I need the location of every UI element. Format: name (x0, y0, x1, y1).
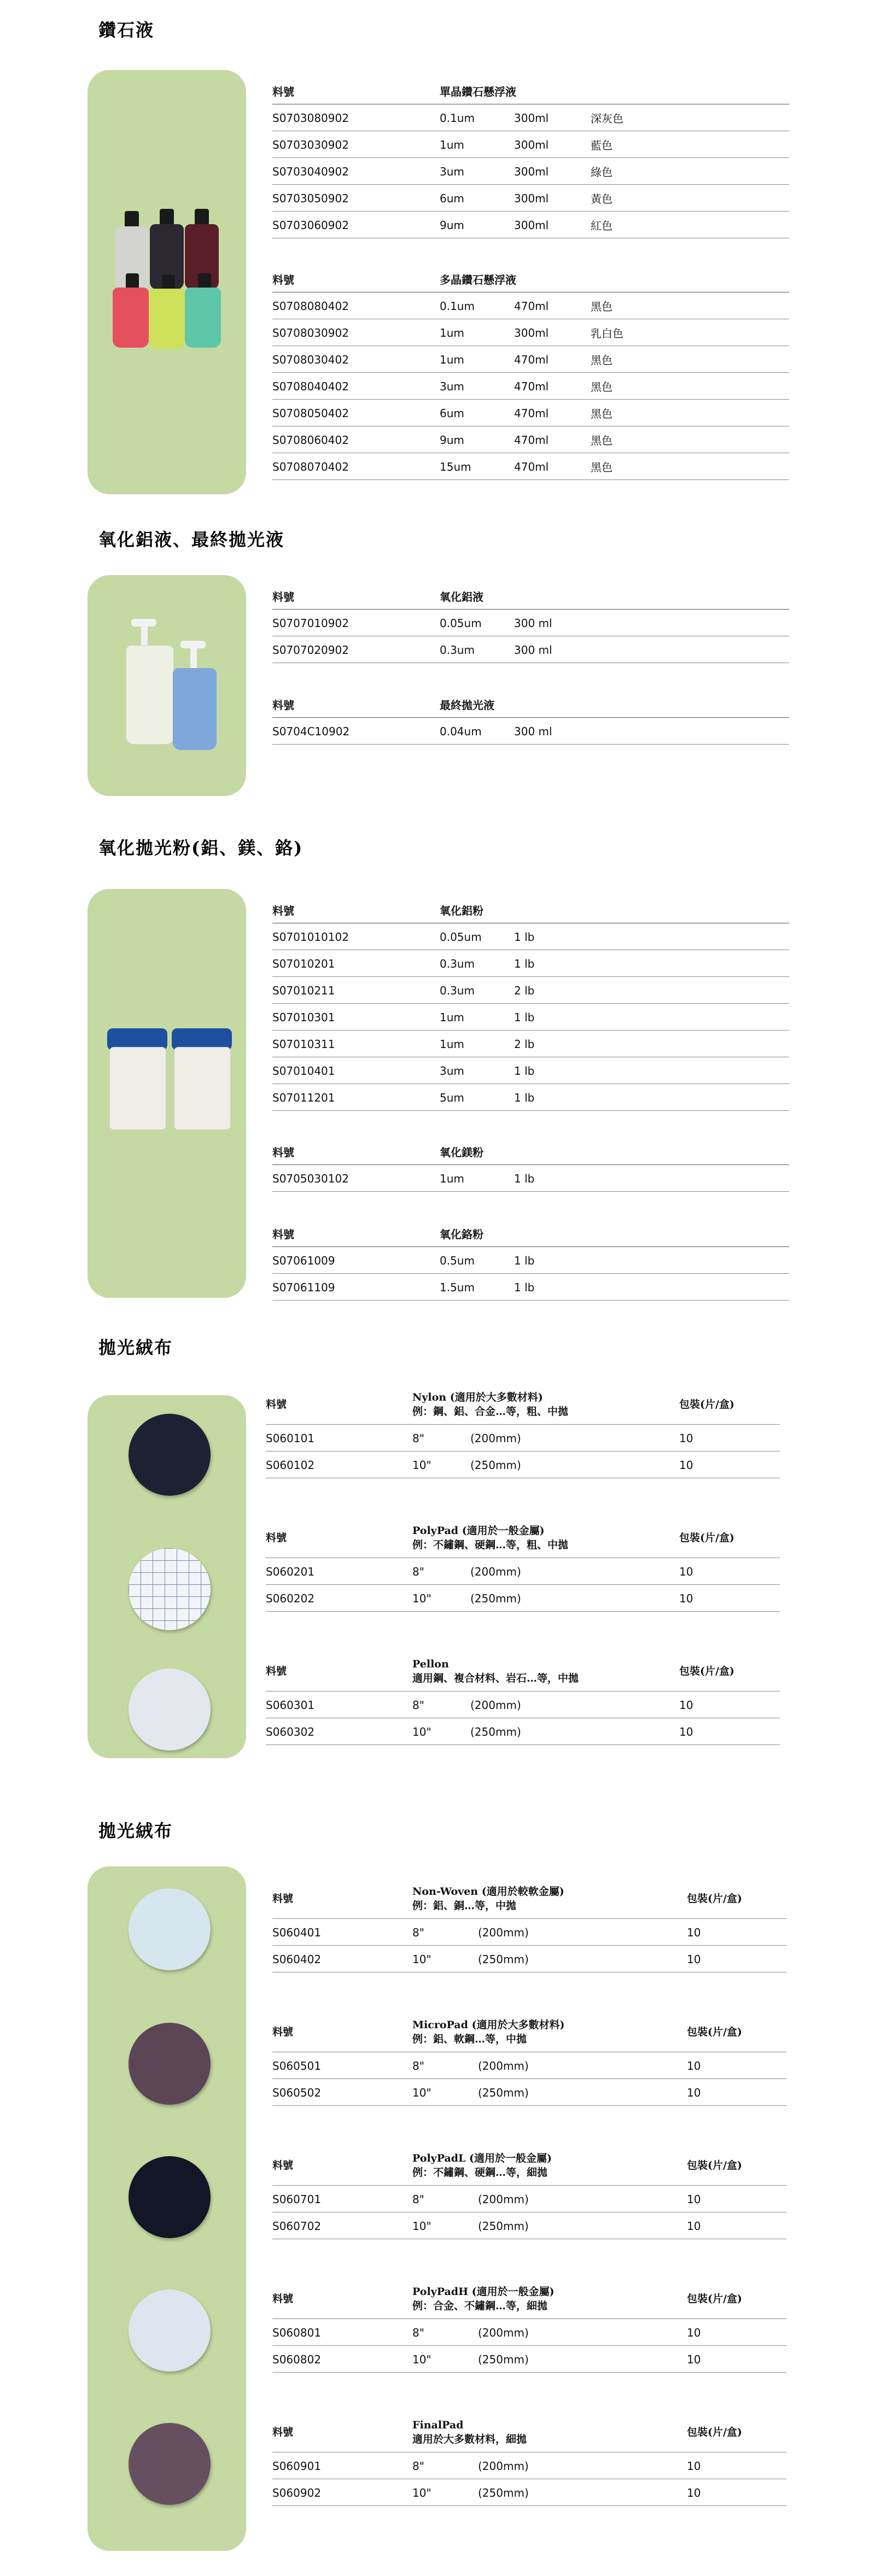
table-header (272, 1220, 789, 1247)
chromia-powder-table (272, 1220, 789, 1301)
table-header: 料號 PolyPadL (適用於一般金屬) 例：不鏽鋼、硬鋼…等，細拋 包裝(片/盒) (272, 2145, 786, 2186)
table-header: 料號 PolyPadH (適用於一般金屬) 例：合金、不鏽鋼…等，細拋 包裝(片/盒) (272, 2279, 786, 2319)
table-row: S060402 10" (250mm) 10 (272, 1946, 786, 1972)
section-title-polishing-cloth: 拋光絨布 (98, 1337, 173, 1358)
table-row: S07010211 0.3um 2 lb (272, 977, 789, 1004)
table-header (272, 266, 789, 292)
section-title-oxide-powder: 氧化拋光粉(鋁、鎂、鉻) (98, 838, 304, 858)
polypadl-cloth-table (272, 2145, 786, 2239)
table-row: S060901 8" (200mm) 10 (272, 2452, 786, 2479)
section-title-alumina-final-polish: 氧化鋁液、最終拋光液 (98, 529, 285, 550)
table-row: S0708040402 3um 470ml 黑色 (272, 373, 789, 400)
table-row: S07061109 1.5um 1 lb (272, 1274, 789, 1301)
table-header: 料號 MicroPad (適用於大多數材料) 例：鋁、軟鋼…等，中拋 包裝(片/盒) (272, 2012, 786, 2052)
single-crystal-diamond-table (272, 78, 789, 238)
table-row: S060101 8" (200mm) 10 (266, 1425, 780, 1451)
section-title-diamond-suspension: 鑽石液 (98, 20, 155, 40)
table-header (272, 691, 789, 718)
table-header (272, 1138, 789, 1165)
table-row: S07011201 5um 1 lb (272, 1084, 789, 1111)
table-row: S0703080902 0.1um 300ml 深灰色 (272, 104, 789, 131)
header-category: 單晶鑽石懸浮液 (440, 85, 516, 98)
polypadh-cloth-table (272, 2279, 786, 2373)
final-polish-table (272, 691, 789, 745)
table-row: S060801 8" (200mm) 10 (272, 2319, 786, 2346)
header-part-no: 料號 (272, 85, 294, 98)
table-row: S07010301 1um 1 lb (272, 1004, 789, 1031)
table-header: 料號 Pellon 適用鋼、複合材料、岩石…等，中拋 包裝(片/盒) (266, 1651, 780, 1691)
polypad-cloth-table (266, 1518, 780, 1612)
table-row: S0708080402 0.1um 470ml 黑色 (272, 292, 789, 319)
table-row: S0708060402 9um 470ml 黑色 (272, 426, 789, 453)
polypad-grid-disc-icon (129, 1548, 211, 1630)
alumina-suspension-table (272, 583, 789, 663)
micropad-disc-icon (129, 2023, 211, 2105)
table-row: S0708070402 15um 470ml 黑色 (272, 453, 789, 480)
table-row: S0703040902 3um 300ml 綠色 (272, 158, 789, 185)
product-image-panel (88, 1866, 246, 2551)
nylon-cloth-table (266, 1384, 780, 1478)
table-row: S060902 10" (250mm) 10 (272, 2479, 786, 2506)
header-category: 氧化鋁粉 (440, 904, 483, 917)
table-header: 料號 FinalPad 適用於大多數材料，細拋 包裝(片/盒) (272, 2412, 786, 2452)
section-title-polishing-cloth-2: 拋光絨布 (98, 1820, 173, 1841)
table-row: S060701 8" (200mm) 10 (272, 2186, 786, 2212)
table-header (272, 78, 789, 104)
table-row: S060702 10" (250mm) 10 (272, 2212, 786, 2239)
header-part-no: 料號 (272, 699, 294, 712)
header-part-no: 料號 (272, 1146, 294, 1159)
table-row: S07010401 3um 1 lb (272, 1057, 789, 1084)
table-row: S060102 10" (250mm) 10 (266, 1451, 780, 1478)
table-row: S07010311 1um 2 lb (272, 1031, 789, 1057)
header-category: 氧化鎂粉 (440, 1146, 483, 1159)
table-row: S060302 10" (250mm) 10 (266, 1718, 780, 1745)
table-row: S0707010902 0.05um 300 ml (272, 610, 789, 636)
pump-bottles-image (115, 619, 224, 761)
table-row: S060802 10" (250mm) 10 (272, 2346, 786, 2373)
product-image-panel (88, 1395, 246, 1758)
header-category: 氧化鋁液 (440, 590, 483, 604)
product-image-panel (88, 70, 246, 494)
table-row: S060401 8" (200mm) 10 (272, 1919, 786, 1946)
table-row: S060202 10" (250mm) 10 (266, 1585, 780, 1612)
table-row: S0705030102 1um 1 lb (272, 1165, 789, 1192)
table-row: S0703060902 9um 300ml 紅色 (272, 212, 789, 238)
alumina-powder-table (272, 897, 789, 1111)
finalpad-disc-icon (129, 2423, 211, 2505)
product-image-panel (88, 575, 246, 796)
table-row: S0704C10902 0.04um 300 ml (272, 718, 789, 745)
table-row: S0701010102 0.05um 1 lb (272, 923, 789, 950)
table-header (272, 897, 789, 923)
table-row: S0708050402 6um 470ml 黑色 (272, 400, 789, 426)
header-part-no: 料號 (272, 273, 294, 286)
poly-crystal-diamond-table (272, 266, 789, 480)
header-category: 氧化鉻粉 (440, 1228, 483, 1241)
polypadl-disc-icon (129, 2156, 211, 2238)
table-row: S0703050902 6um 300ml 黃色 (272, 185, 789, 212)
powder-jars-image (104, 1028, 235, 1138)
table-row: S0703030902 1um 300ml 藍色 (272, 131, 789, 158)
table-row: S07061009 0.5um 1 lb (272, 1247, 789, 1274)
table-row: S060502 10" (250mm) 10 (272, 2079, 786, 2106)
non-woven-disc-icon (129, 1888, 211, 1970)
micropad-cloth-table (272, 2012, 786, 2106)
non-woven-cloth-table (272, 1878, 786, 1972)
header-part-no: 料號 (272, 1228, 294, 1241)
pellon-cloth-disc-icon (129, 1668, 211, 1750)
table-row: S0707020902 0.3um 300 ml (272, 636, 789, 663)
polypadh-disc-icon (129, 2290, 211, 2372)
table-header (272, 583, 789, 610)
header-category: 多晶鑽石懸浮液 (440, 273, 516, 286)
product-image-panel (88, 889, 246, 1298)
table-row: S0708030902 1um 300ml 乳白色 (272, 319, 789, 346)
table-row: S060201 8" (200mm) 10 (266, 1558, 780, 1585)
diamond-bottles-image (109, 207, 224, 360)
table-row: S060501 8" (200mm) 10 (272, 2052, 786, 2079)
finalpad-cloth-table (272, 2412, 786, 2506)
magnesia-powder-table (272, 1138, 789, 1192)
table-row: S07010201 0.3um 1 lb (272, 950, 789, 977)
pellon-cloth-table (266, 1651, 780, 1745)
table-header: 料號 Nylon (適用於大多數材料) 例：鋼、鋁、合金…等，粗、中拋 包裝(片/盒) (266, 1384, 780, 1425)
table-row: S0708030402 1um 470ml 黑色 (272, 346, 789, 373)
table-header: 料號 Non-Woven (適用於較軟金屬) 例：鋁、銅…等，中拋 包裝(片/盒) (272, 1878, 786, 1919)
header-part-no: 料號 (272, 904, 294, 917)
header-part-no: 料號 (272, 590, 294, 604)
header-category: 最終拋光液 (440, 699, 494, 712)
table-header: 料號 PolyPad (適用於一般金屬) 例：不鏽鋼、硬鋼…等，粗、中拋 包裝(片/盒) (266, 1518, 780, 1558)
table-row: S060301 8" (200mm) 10 (266, 1691, 780, 1718)
nylon-cloth-disc-icon (129, 1414, 211, 1496)
